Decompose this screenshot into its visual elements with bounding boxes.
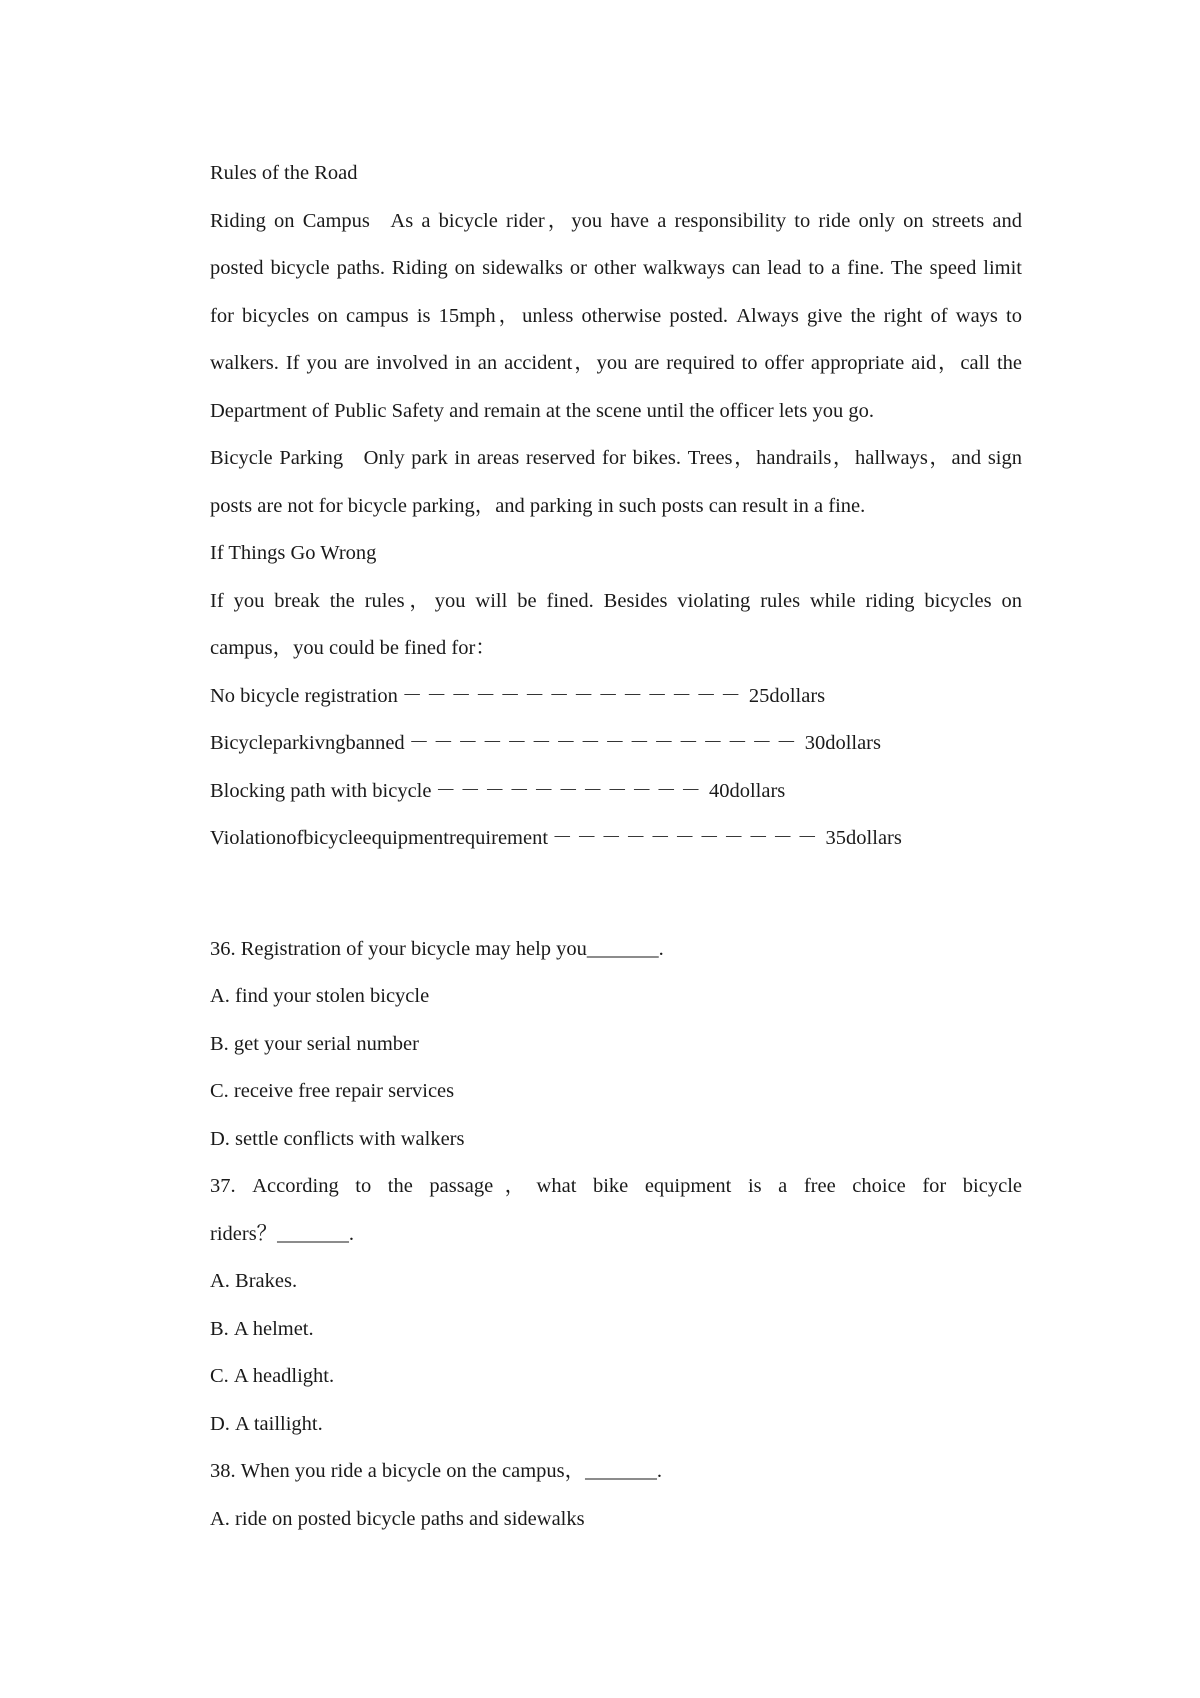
passage-line: for bicycles on campus is 15mph，unless otherwise posted. Always give the right of ways to (210, 304, 1022, 327)
passage-line: Department of Public Safety and remain at the scene until the officer lets you go. (210, 399, 874, 422)
fine-dashes: －－－－－－－－－－－ (435, 779, 705, 802)
answer-option: D. A taillight. (210, 1412, 323, 1435)
fine-amount: 30dollars (804, 732, 881, 754)
fine-dashes: －－－－－－－－－－－－－－ (401, 684, 745, 707)
section-gap (210, 863, 1022, 926)
question-stem: 38. When you ride a bicycle on the campus，_______. (210, 1460, 663, 1482)
answer-option: A. ride on posted bicycle paths and sidewalks (210, 1507, 585, 1530)
fine-item: Bicycleparkivngbanned (210, 732, 405, 754)
fine-dashes: －－－－－－－－－－－－－－－－ (408, 732, 801, 754)
passage-line: If you break the rules，you will be fined. Besides violating rules while riding bicycles on (210, 589, 1022, 612)
fine-dashes: －－－－－－－－－－－ (552, 827, 822, 849)
passage-line: posted bicycle paths. Riding on sidewalks or other walkways can lead to a fine. The speed limit (210, 257, 1022, 279)
document-content (210, 150, 1022, 1543)
answer-option: D. settle conflicts with walkers (210, 1127, 465, 1150)
section-heading: If Things Go Wrong (210, 542, 377, 564)
fine-item: Violationofbicycleequipmentrequirement (210, 827, 549, 849)
fine-item: Blocking path with bicycle (210, 779, 432, 802)
fine-amount: 25dollars (748, 684, 826, 707)
question-stem: 36. Registration of your bicycle may help you_______. (210, 937, 664, 960)
fine-item: No bicycle registration (210, 684, 398, 707)
answer-option: A. find your stolen bicycle (210, 985, 430, 1007)
question-stem: 37. According to the passage，what bike equipment is a free choice for bicycle (210, 1175, 1022, 1197)
passage-line: Bicycle Parking Only park in areas reserved for bikes. Trees，handrails，hallways，and sign (210, 447, 1022, 469)
question-stem-continued: riders？_______. (210, 1222, 355, 1245)
passage-line: posts are not for bicycle parking，and parking in such posts can result in a fine. (210, 494, 866, 517)
fine-row (210, 815, 1022, 863)
fine-amount: 40dollars (708, 779, 786, 802)
passage-line: walkers. If you are involved in an accident，you are required to offer appropriate aid，call the (210, 352, 1022, 374)
answer-option: A. Brakes. (210, 1270, 298, 1292)
answer-option: B. get your serial number (210, 1032, 419, 1055)
passage-title: Rules of the Road (210, 162, 358, 184)
fine-row (210, 673, 1022, 721)
answer-option: B. A helmet. (210, 1317, 314, 1340)
fine-row (210, 720, 1022, 768)
answer-option: C. A headlight. (210, 1365, 335, 1387)
fine-row (210, 768, 1022, 816)
fine-amount: 35dollars (825, 827, 902, 849)
passage-line: campus，you could be fined for： (210, 637, 496, 659)
answer-option: C. receive free repair services (210, 1080, 455, 1102)
passage-line: Riding on Campus As a bicycle rider，you have a responsibility to ride only on streets and (210, 209, 1022, 232)
